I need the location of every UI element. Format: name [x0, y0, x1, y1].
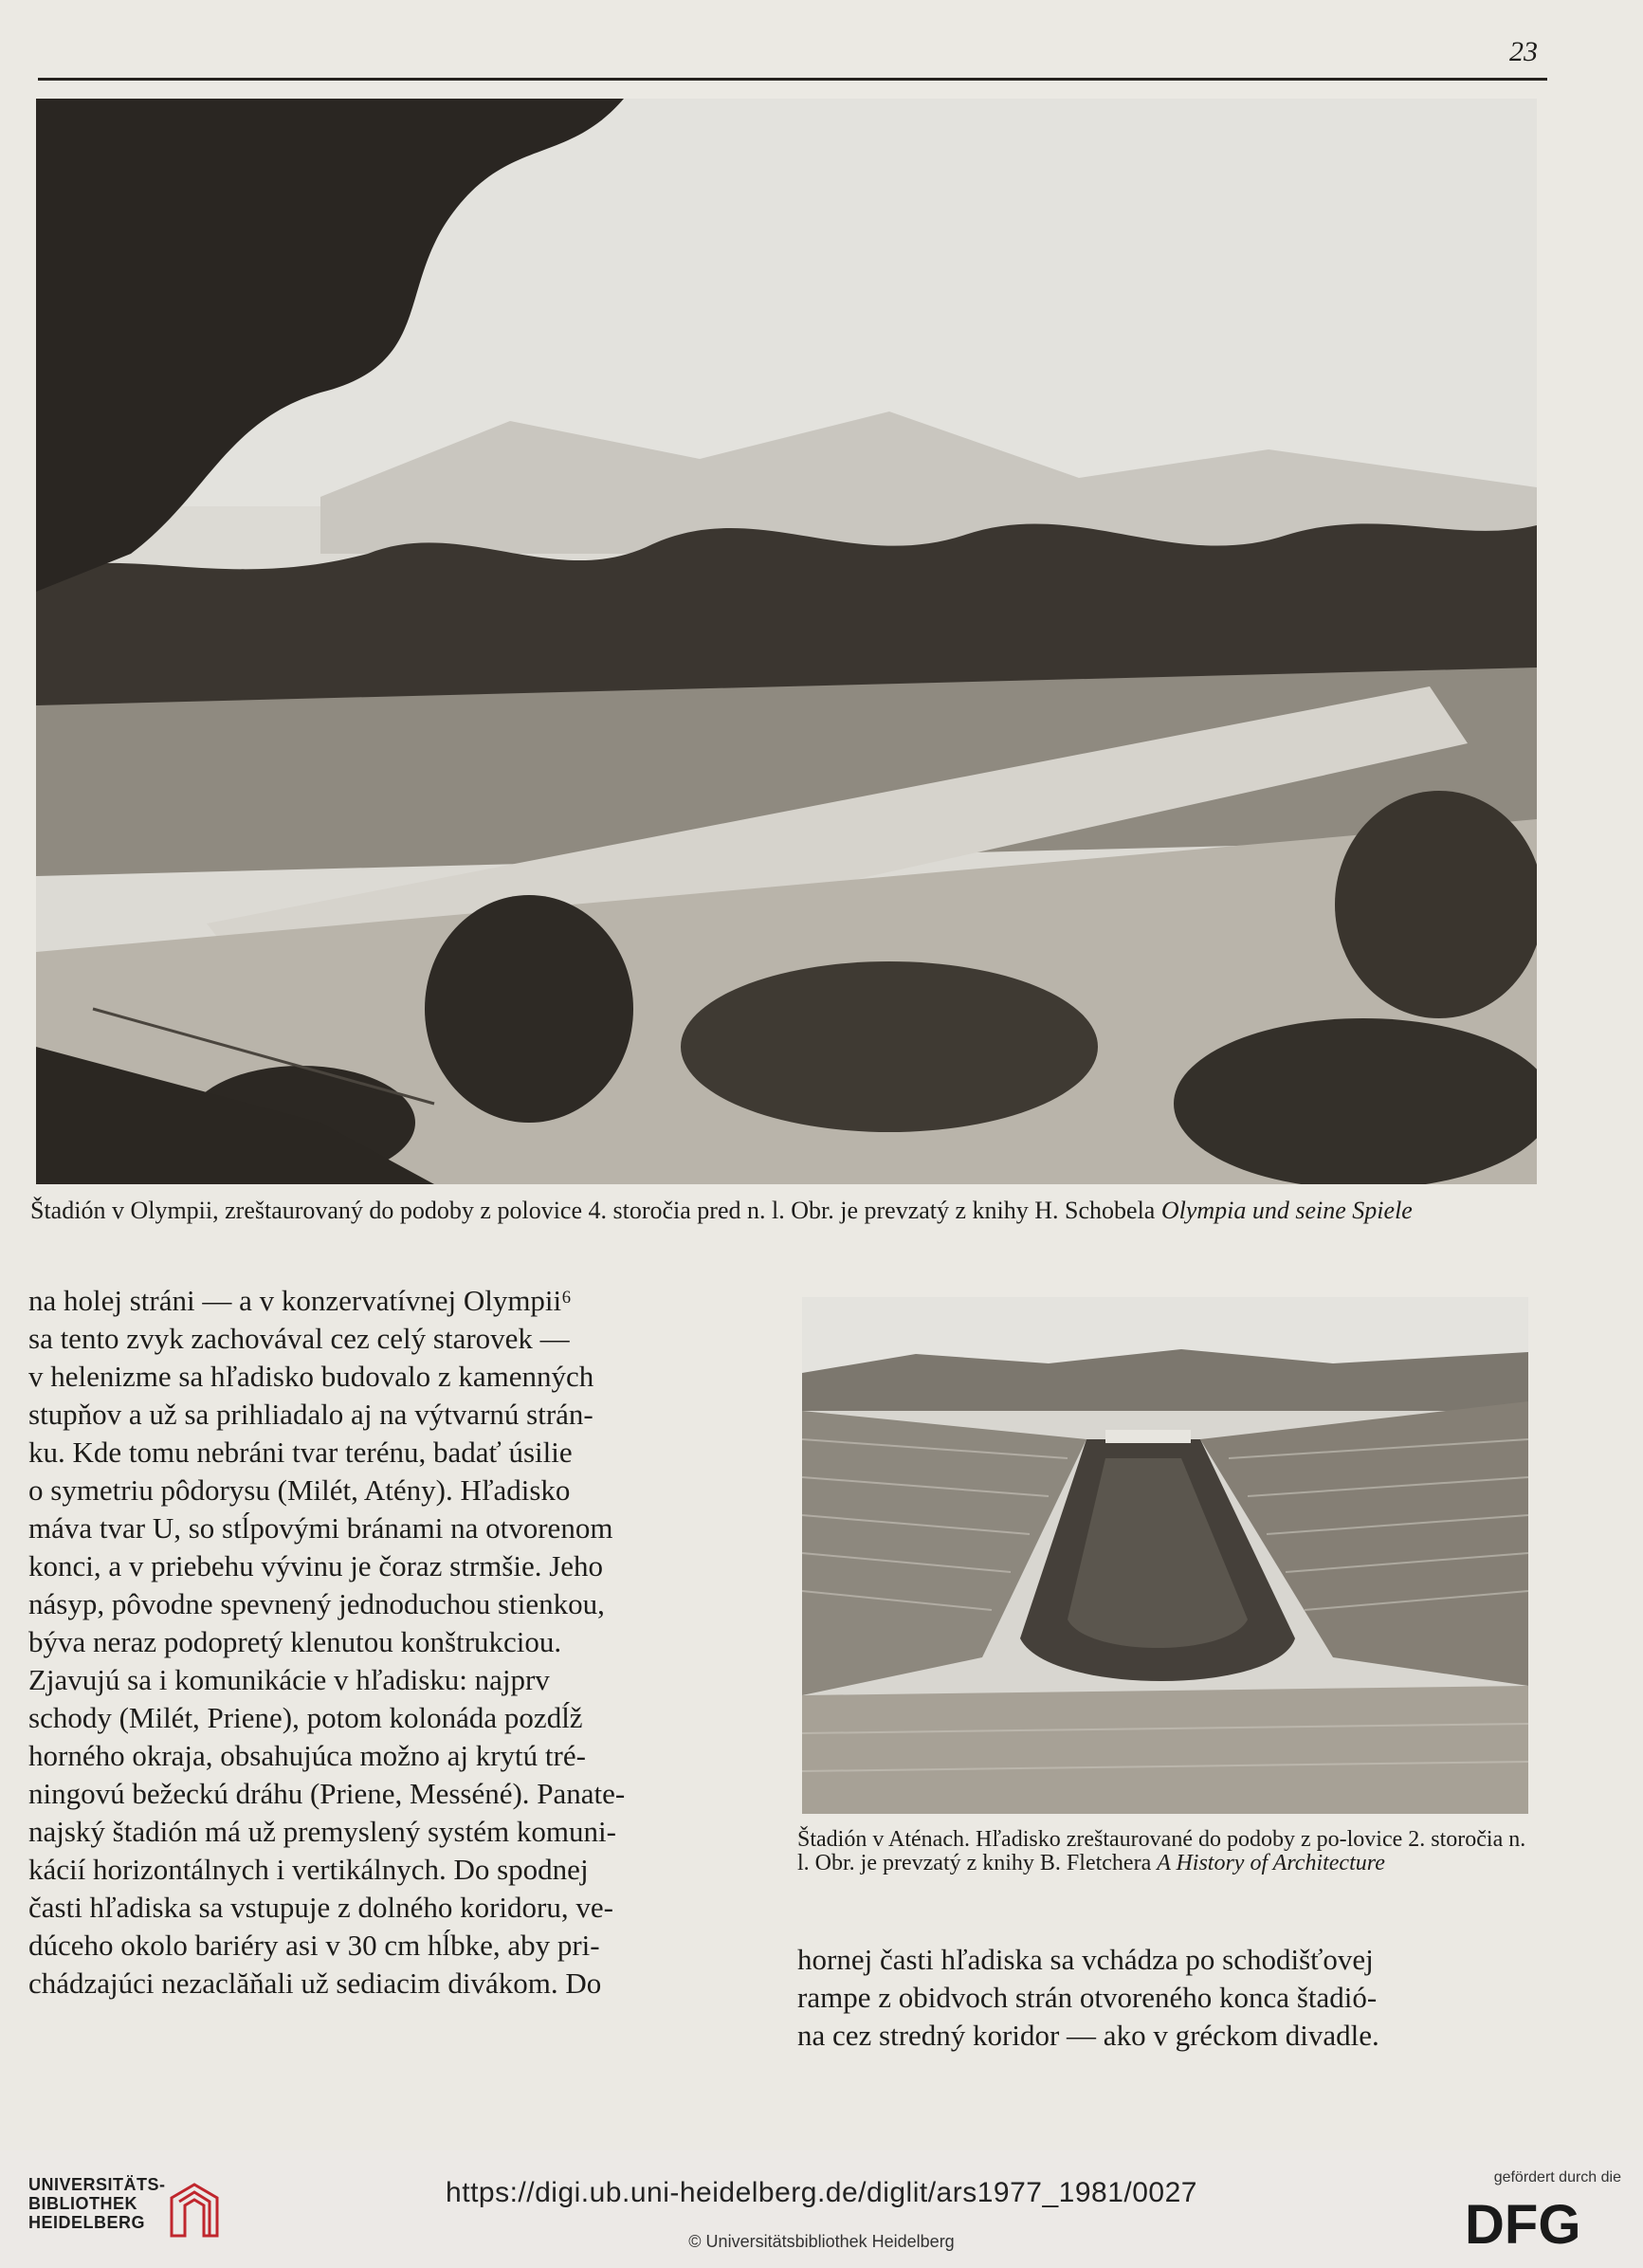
document-url-link[interactable]: https://digi.ub.uni-heidelberg.de/diglit/ars1977_1981/0027	[446, 2177, 1197, 2208]
text-line: najský štadión má už premyslený systém komuni-	[28, 1815, 616, 1848]
text-line: chádzajúci nezaclăňali už sediacim divákom. Do	[28, 1966, 602, 2000]
athens-caption-book-title: A History of Architecture	[1157, 1851, 1385, 1875]
text-line: časti hľadiska sa vstupuje z dolného koridoru, ve-	[28, 1891, 613, 1924]
dfg-logo[interactable]	[1465, 2194, 1621, 2249]
page-number: 23	[1509, 36, 1538, 67]
athens-stadium-photo	[802, 1297, 1528, 1814]
text-line: rampe z obidvoch strán otvoreného konca štadió-	[797, 1981, 1378, 2014]
text-line: na holej stráni — a v konzervatívnej Olympii⁶	[28, 1284, 572, 1317]
text-line: býva neraz podopretý klenutou konštrukciou.	[28, 1625, 562, 1658]
text-line: ku. Kde tomu nebráni tvar terénu, badať úsilie	[28, 1436, 573, 1469]
dfg-logo-text: DFG	[1465, 2194, 1581, 2249]
body-text-left-column	[28, 1282, 758, 2003]
text-line: v helenizme sa hľadisko budovalo z kamenných	[28, 1360, 594, 1393]
text-line: schody (Milét, Priene), potom kolonáda pozdĺž	[28, 1701, 583, 1734]
body-text-right-column	[797, 1941, 1532, 2055]
text-line: máva tvar U, so stĺpovými bránami na otvorenom	[28, 1511, 613, 1545]
text-line: stupňov a už sa prihliadalo aj na výtvarnú strán-	[28, 1398, 593, 1431]
main-photo-caption	[30, 1198, 1538, 1224]
text-line: dúceho okolo bariéry asi v 30 cm hĺbke, aby pri-	[28, 1929, 600, 1962]
funder-block	[1460, 2169, 1621, 2255]
text-line: o symetriu pôdorysu (Milét, Atény). Hľadisko	[28, 1473, 571, 1507]
copyright-notice: © Universitätsbibliothek Heidelberg	[688, 2232, 955, 2251]
text-line: na cez stredný koridor — ako v gréckom divadle.	[797, 2019, 1379, 2052]
library-name-line: HEIDELBERG	[28, 2213, 146, 2232]
viewer-footer	[0, 2150, 1643, 2268]
library-name-line: BIBLIOTHEK	[28, 2194, 137, 2213]
text-line: kácií horizontálnych i vertikálnych. Do spodnej	[28, 1853, 589, 1886]
athens-photo-caption	[797, 1828, 1532, 1875]
text-line: hornej časti hľadiska sa vchádza po schodišťovej	[797, 1943, 1374, 1976]
olympia-stadium-photo	[36, 99, 1537, 1184]
text-line: násyp, pôvodne spevnený jednoduchou stienkou,	[28, 1587, 605, 1620]
text-line: ningovú bežeckú dráhu (Priene, Messéné). Panate-	[28, 1777, 626, 1810]
main-caption-text: Štadión v Olympii, zreštaurovaný do podoby z polovice 4. storočia pred n. l. Obr. je prevzatý z knihy H. Schobela	[30, 1197, 1161, 1224]
funding-label: gefördert durch die	[1493, 2169, 1621, 2186]
text-line: sa tento zvyk zachovával cez celý starovek —	[28, 1322, 570, 1355]
main-caption-book-title: Olympia und seine Spiele	[1160, 1197, 1413, 1224]
header-rule	[38, 78, 1547, 81]
athens-caption-text: Štadión v Aténach. Hľadisko zreštaurované do podoby z po-lovice 2. storočia n. l. Obr. je prevzatý z knihy B. Fletchera	[797, 1827, 1526, 1875]
library-name-line: UNIVERSITÄTS-	[28, 2175, 166, 2194]
text-line: konci, a v priebehu vývinu je čoraz strmšie. Jeho	[28, 1549, 604, 1582]
text-line: Zjavujú sa i komunikácie v hľadisku: najprv	[28, 1663, 550, 1696]
text-line: horného okraja, obsahujúca možno aj krytú tré-	[28, 1739, 586, 1772]
